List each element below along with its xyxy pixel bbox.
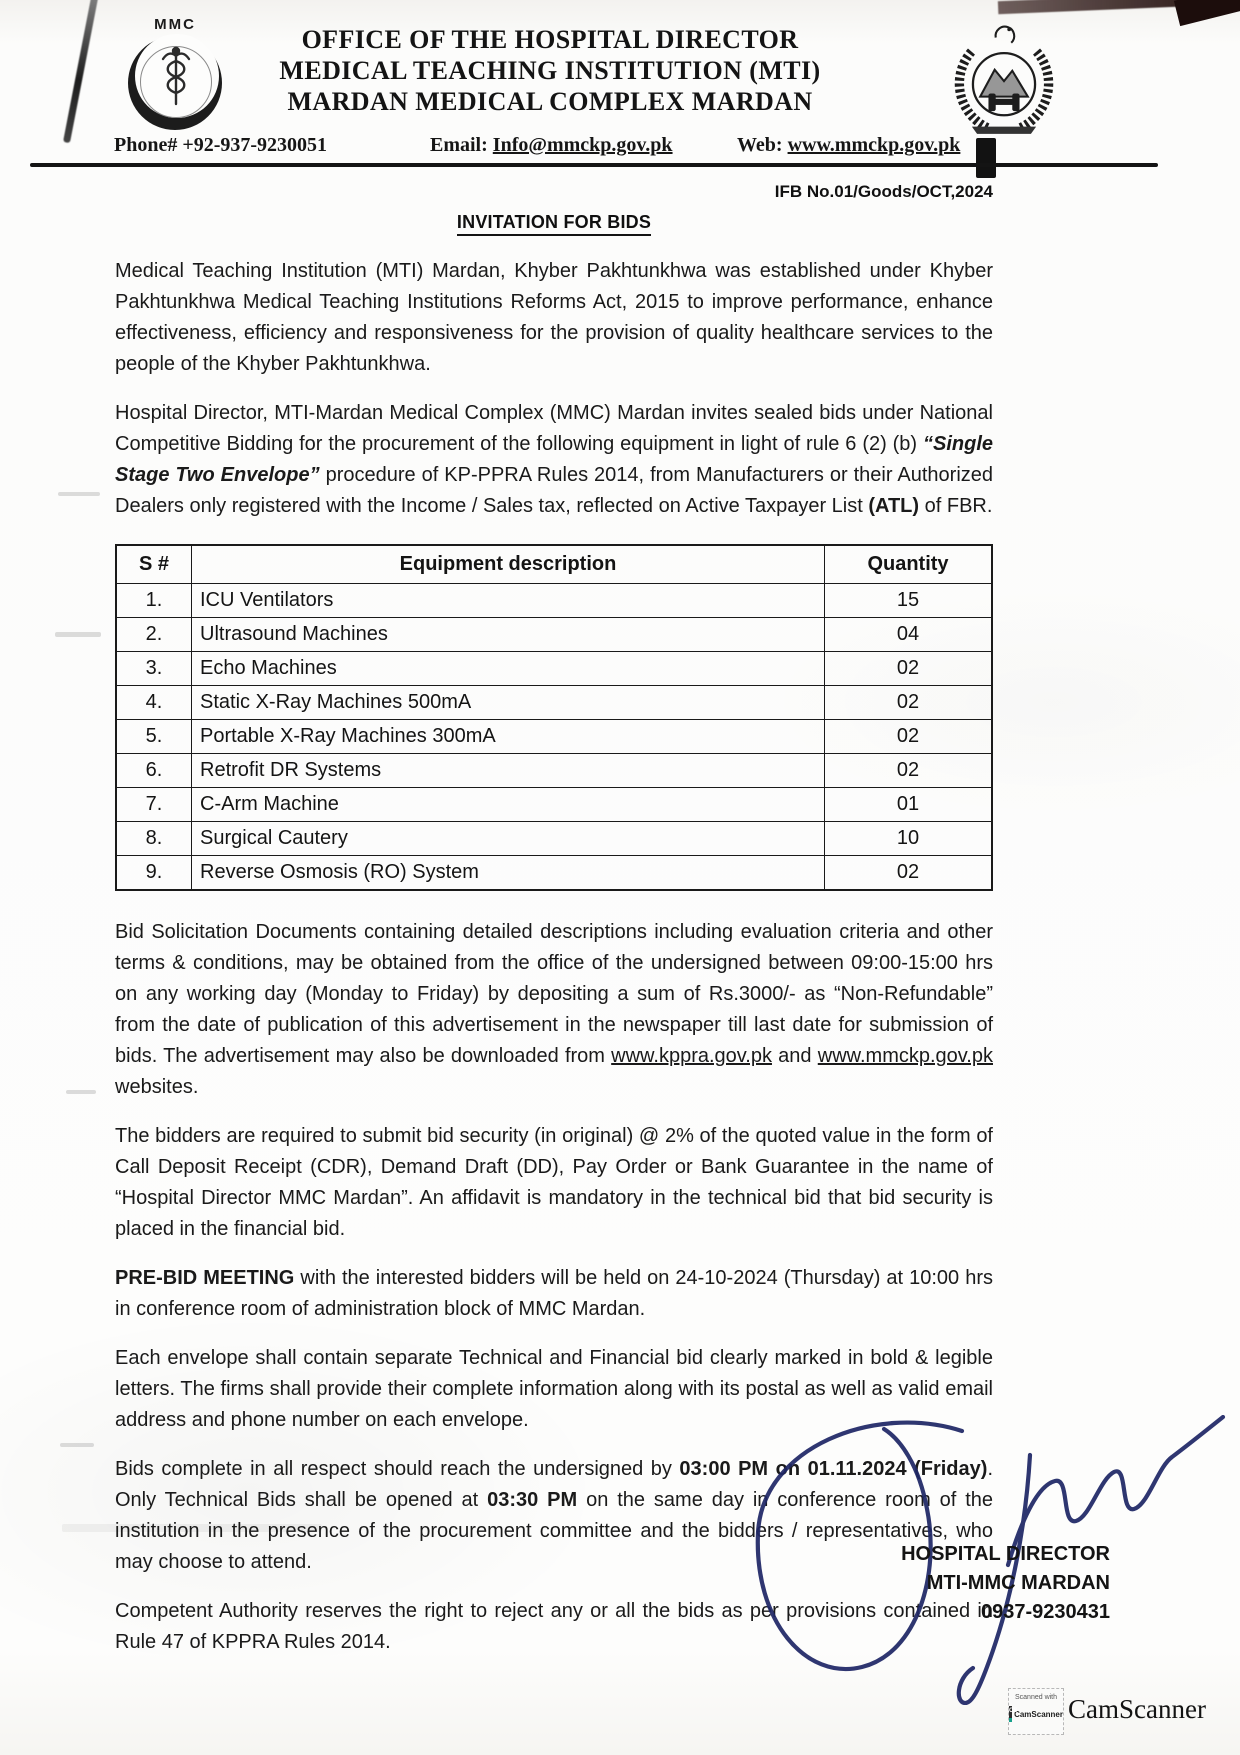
paragraph-rejection: Competent Authority reserves the right to reject any or all the bids as per provisions contained in Rule 47 of KPPRA Rules 2014. <box>115 1600 993 1653</box>
paragraph-bid-security: The bidders are required to submit bid security (in original) @ 2% of the quoted value in the form of Call Deposit Receipt (CDR), Demand Draft (DD), Pay Order or Bank Guarantee in the name of “Hospital Director MMC Mardan”. An affidavit is mandatory in the technical bid that bid security is placed in the financial bid. <box>115 1125 993 1240</box>
table-row <box>116 754 992 788</box>
camscanner-brand: CamScanner <box>1068 1694 1206 1724</box>
letterhead-title <box>235 24 865 117</box>
row-serial: 1. <box>116 584 192 618</box>
equipment-table <box>115 544 993 891</box>
table-row <box>116 686 992 720</box>
row-quantity: 02 <box>825 652 993 686</box>
header-title-line-2: MEDICAL TEACHING INSTITUTION (MTI) <box>279 56 821 85</box>
table-header-serial: S # <box>116 545 192 584</box>
mmc-logo <box>112 16 238 138</box>
row-quantity: 15 <box>825 584 993 618</box>
row-quantity: 10 <box>825 822 993 856</box>
signature-title: HOSPITAL DIRECTOR <box>901 1543 1110 1565</box>
signature-org: MTI-MMC MARDAN <box>926 1572 1110 1594</box>
paragraph-bid-documents: Bid Solicitation Documents containing detailed descriptions including evaluation criteria and other terms & conditions, may be obtained from the office of the undersigned between 09:00-15:00 hrs on any working day (Monday to Friday) by depositing a sum of Rs.3000/- as “Non-Refundable” from the date of publication of this advertisement in the newspaper till last date for submission of bids. The advertisement may also be downloaded from www.kppra.gov.pk and www.mmckp.gov.pk websites. <box>115 921 993 1098</box>
mmckp-url-text: www.mmckp.gov.pk <box>817 1045 993 1067</box>
row-description: Ultrasound Machines <box>192 618 825 652</box>
header-rule <box>30 163 1158 167</box>
camscanner-badge-brand: CamScanner <box>1014 1709 1063 1719</box>
row-serial: 6. <box>116 754 192 788</box>
row-quantity: 04 <box>825 618 993 652</box>
row-serial: 7. <box>116 788 192 822</box>
table-row <box>116 584 992 618</box>
table-row <box>116 618 992 652</box>
row-serial: 9. <box>116 856 192 891</box>
header-title-line-1: OFFICE OF THE HOSPITAL DIRECTOR <box>301 25 799 54</box>
paragraph-invitation: Hospital Director, MTI-Mardan Medical Complex (MMC) Mardan invites sealed bids under National Competitive Bidding for the procurement of the following equipment in light of rule 6 (2) (b) “Single Stage Two Envelope” procedure of KP-PPRA Rules 2014, from Manufacturers or their Authorized Dealers only registered with the Income / Sales tax, reflected on Active Taxpayer List (ATL) of FBR. <box>115 402 994 517</box>
contact-email-value: Info@mmckp.gov.pk <box>492 134 673 156</box>
scan-smudge <box>66 1090 96 1094</box>
paragraph-intro: Medical Teaching Institution (MTI) Mardan, Khyber Pakhtunkhwa was established under Khyber Pakhtunkhwa Medical Teaching Institutions Reforms Act, 2015 to improve performance, enhance effectiveness, efficiency and responsiveness for the provision of quality healthcare services to the people of the Khyber Pakhtunkhwa. <box>115 260 993 375</box>
paragraph-prebid-meeting: PRE-BID MEETING with the interested bidders will be held on 24-10-2024 (Thursday) at 10:00 hrs in conference room of administration block of MMC Mardan. <box>115 1267 993 1320</box>
table-header-description: Equipment description <box>192 545 825 584</box>
row-description: Echo Machines <box>192 652 825 686</box>
contact-email: Email: Info@mmckp.gov.pk <box>430 134 673 156</box>
kppra-url-text: www.kppra.gov.pk <box>611 1045 772 1067</box>
row-serial: 2. <box>116 618 192 652</box>
table-header-row <box>116 545 992 584</box>
document-title: INVITATION FOR BIDS <box>457 212 651 236</box>
row-serial: 3. <box>116 652 192 686</box>
contact-web-value: www.mmckp.gov.pk <box>787 134 961 156</box>
camscanner-badge <box>1008 1688 1064 1735</box>
row-quantity: 01 <box>825 788 993 822</box>
signature-phone: 0937-9230431 <box>980 1601 1110 1623</box>
row-description: Reverse Osmosis (RO) System <box>192 856 825 891</box>
contact-phone: Phone# +92-937-9230051 <box>114 134 328 156</box>
row-description: C-Arm Machine <box>192 788 825 822</box>
reference-number: IFB No.01/Goods/OCT,2024 <box>774 182 993 201</box>
kp-government-crest-icon <box>952 20 1056 141</box>
row-description: Static X-Ray Machines 500mA <box>192 686 825 720</box>
scan-artifact-corner <box>1174 0 1240 26</box>
row-description: Surgical Cautery <box>192 822 825 856</box>
row-quantity: 02 <box>825 754 993 788</box>
scan-smudge <box>55 632 101 637</box>
table-row <box>116 788 992 822</box>
table-row <box>116 720 992 754</box>
table-row <box>116 652 992 686</box>
signature-block <box>901 1540 1110 1627</box>
row-serial: 4. <box>116 686 192 720</box>
scan-smudge <box>60 1443 94 1447</box>
header-title-line-3: MARDAN MEDICAL COMPLEX MARDAN <box>287 87 813 116</box>
contact-row <box>0 134 1240 164</box>
caduceus-icon <box>156 44 196 115</box>
scan-artifact-diagonal-line <box>63 0 100 143</box>
table-header-quantity: Quantity <box>825 545 993 584</box>
paragraph-envelope: Each envelope shall contain separate Technical and Financial bid clearly marked in bold & legible letters. The firms shall provide their complete information along with its postal as well as valid email address and phone number on each envelope. <box>115 1347 993 1431</box>
row-quantity: 02 <box>825 856 993 891</box>
row-description: ICU Ventilators <box>192 584 825 618</box>
table-row <box>116 822 992 856</box>
camscanner-badge-caption: Scanned with <box>1014 1694 1058 1701</box>
table-row <box>116 856 992 891</box>
camscanner-app-icon: CS <box>1009 1706 1012 1722</box>
row-quantity: 02 <box>825 720 993 754</box>
crescent-shape <box>128 36 222 130</box>
row-description: Retrofit DR Systems <box>192 754 825 788</box>
contact-web: Web: www.mmckp.gov.pk <box>737 134 961 156</box>
row-serial: 8. <box>116 822 192 856</box>
scan-smudge <box>58 492 100 496</box>
row-description: Portable X-Ray Machines 300mA <box>192 720 825 754</box>
mmc-logo-text: MMC <box>154 16 196 33</box>
paragraph-deadline: Bids complete in all respect should reach the undersigned by 03:00 PM on 01.11.2024 (Friday). Only Technical Bids shall be opened at 03:30 PM on the same day in conference room of the institution in the presence of the procurement committee and the bidders / representatives, who may choose to attend. <box>115 1458 993 1573</box>
row-serial: 5. <box>116 720 192 754</box>
row-quantity: 02 <box>825 686 993 720</box>
